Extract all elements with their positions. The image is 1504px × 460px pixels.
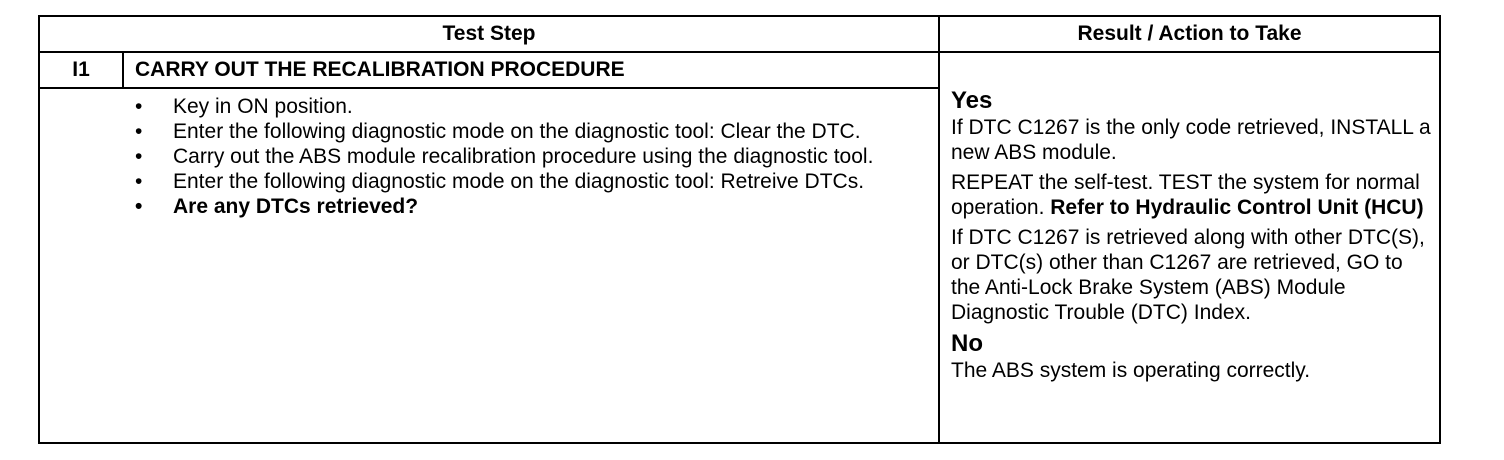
- result-cell: [939, 52, 1440, 443]
- procedure-table: [38, 15, 1441, 444]
- list-item-text: Enter the following diagnostic mode on the diagnostic tool: Clear the DTC.: [173, 120, 861, 143]
- bullet-icon: •: [135, 95, 143, 118]
- result-action-header: Result / Action to Take: [939, 16, 1440, 52]
- list-item-text: Are any DTCs retrieved?: [173, 195, 419, 218]
- step-body: [123, 88, 939, 443]
- no-heading: No: [951, 330, 983, 357]
- step-list: [123, 94, 928, 219]
- bullet-icon: •: [135, 120, 143, 143]
- yes-instruction-1: If DTC C1267 is the only code retrieved, INSTALL a new ABS module.: [951, 116, 1431, 164]
- list-item: [123, 119, 928, 144]
- yes-instruction-3: If DTC C1267 is retrieved along with other DTC(S), or DTC(s) other than C1267 are retrieved, GO to the Anti-Lock Brake System (ABS) Module Diagnostic Trouble (DTC) Index.: [951, 226, 1425, 324]
- bullet-icon: •: [135, 195, 143, 218]
- list-item-text: Key in ON position.: [173, 95, 353, 118]
- step-title: CARRY OUT THE RECALIBRATION PROCEDURE: [123, 52, 939, 88]
- list-item-text: Carry out the ABS module recalibration procedure using the diagnostic tool.: [173, 145, 874, 168]
- no-instruction: The ABS system is operating correctly.: [951, 359, 1311, 382]
- bullet-icon: •: [135, 170, 143, 193]
- step-title-row: [39, 52, 1440, 88]
- list-item-question: [123, 194, 928, 219]
- test-step-header: Test Step: [39, 16, 939, 52]
- step-number-blank: [39, 88, 123, 443]
- list-item-text: Enter the following diagnostic mode on the diagnostic tool: Retreive DTCs.: [173, 170, 865, 193]
- yes-heading: Yes: [951, 87, 993, 114]
- yes-instruction-2-text: REPEAT the self-test. TEST the system for normal operation.: [951, 171, 1420, 219]
- list-item: [123, 169, 928, 194]
- header-row: [39, 16, 1440, 52]
- bullet-icon: •: [135, 145, 143, 168]
- hcu-reference: Refer to Hydraulic Control Unit (HCU): [1050, 196, 1424, 219]
- list-item: [123, 144, 928, 169]
- yes-instruction-2: [951, 170, 1433, 220]
- step-number: I1: [39, 52, 123, 88]
- list-item: [123, 94, 928, 119]
